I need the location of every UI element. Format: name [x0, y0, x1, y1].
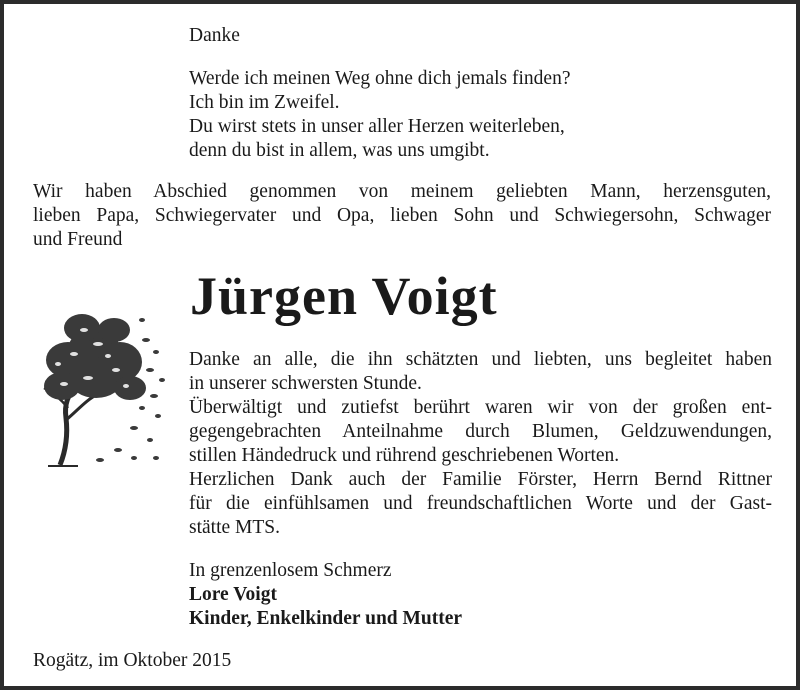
- thanks-line: Danke an alle, die ihn schätzten und liebten, uns begleitet haben: [189, 349, 772, 370]
- place-date: Rogätz, im Oktober 2015: [33, 650, 232, 671]
- announcement-line: lieben Papa, Schwiegervater und Opa, lieben Sohn und Schwiegersohn, Schwager: [33, 205, 771, 226]
- thanks-line: Herzlichen Dank auch der Familie Förster, Herrn Bernd Rittner: [189, 469, 772, 490]
- poem-line: denn du bist in allem, was uns umgibt.: [189, 140, 490, 161]
- signature-widow: Lore Voigt: [189, 584, 277, 605]
- thanks-line: gegengebrachten Anteilnahme durch Blumen, Geldzuwendungen,: [189, 421, 772, 442]
- thanks-line: stillen Händedruck und rührend geschriebenen Worten.: [189, 445, 620, 466]
- thanks-line: in unserer schwersten Stunde.: [189, 373, 422, 394]
- deceased-name: Jürgen Voigt: [190, 266, 498, 326]
- thanks-line: stätte MTS.: [189, 517, 280, 538]
- poem-title: Danke: [189, 25, 240, 46]
- signature-family: Kinder, Enkelkinder und Mutter: [189, 608, 463, 629]
- announcement-line: Wir haben Abschied genommen von meinem geliebten Mann, herzensguten,: [33, 181, 771, 202]
- poem-line: Werde ich meinen Weg ohne dich jemals finden?: [189, 68, 571, 89]
- poem-line: Du wirst stets in unser aller Herzen weiterleben,: [189, 116, 565, 137]
- announcement-line: und Freund: [33, 229, 123, 250]
- thanks-line: Überwältigt und zutiefst berührt waren wir von der großen ent-: [189, 397, 772, 418]
- thanks-line: für die einfühlsamen und freundschaftlichen Worte und der Gast-: [189, 493, 772, 514]
- poem-line: Ich bin im Zweifel.: [189, 92, 340, 113]
- signature-intro: In grenzenlosem Schmerz: [189, 560, 392, 581]
- windblown-tree-icon: [38, 300, 173, 475]
